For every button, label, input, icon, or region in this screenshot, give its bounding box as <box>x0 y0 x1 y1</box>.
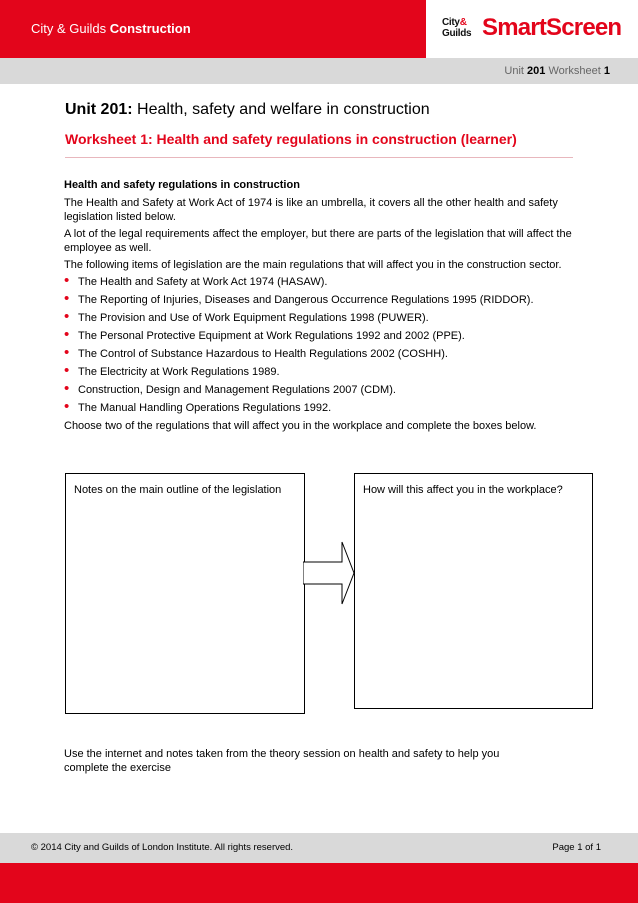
footer-bar <box>0 833 638 863</box>
header-brand-bold: Construction <box>109 21 191 36</box>
list-item <box>64 290 574 307</box>
header-bar <box>0 0 638 58</box>
logo-amp: & <box>459 17 467 28</box>
footer-red-band <box>0 863 638 903</box>
list-item-text: The Provision and Use of Work Equipment Regulations 1998 (PUWER). <box>78 312 429 324</box>
notes-box-label: Notes on the main outline of the legislation <box>74 484 282 496</box>
instruction-text: Choose two of the regulations that will affect you in the workplace and complete the boxes below. <box>64 420 537 432</box>
exercise-note: Use the internet and notes taken from the theory session on health and safety to help you complete the exercise <box>64 748 500 774</box>
list-item <box>64 344 574 361</box>
right-arrow-icon <box>303 541 355 605</box>
bullet-icon: • <box>64 398 70 415</box>
list-item-text: The Control of Substance Hazardous to Health Regulations 2002 (COSHH). <box>78 348 448 360</box>
bullet-icon: • <box>64 272 70 289</box>
worksheet-title: Worksheet 1: Health and safety regulations in construction (learner) <box>65 131 517 147</box>
tag-worksheet-num: 1 <box>603 65 610 77</box>
header-brand-prefix: City & Guilds <box>31 21 107 36</box>
intro-paragraph: The Health and Safety at Work Act of 1974 is like an umbrella, it covers all the other health and safety legislation listed below. <box>64 197 558 223</box>
workplace-effect-box[interactable] <box>354 473 593 709</box>
list-item-text: The Electricity at Work Regulations 1989. <box>78 366 280 378</box>
unit-text: Health, safety and welfare in construction <box>137 101 430 118</box>
list-item <box>64 326 574 343</box>
header-brand <box>31 21 191 36</box>
list-item <box>64 362 574 379</box>
logo <box>426 0 638 58</box>
tag-unit-num: 201 <box>527 65 546 77</box>
logo-city: City <box>442 17 460 28</box>
smartscreen-logo-text: SmartScreen <box>482 14 622 41</box>
copyright-text: © 2014 City and Guilds of London Institute. All rights reserved. <box>31 842 294 853</box>
bullet-icon: • <box>64 308 70 325</box>
bullet-icon: • <box>64 326 70 343</box>
list-item-text: Construction, Design and Management Regulations 2007 (CDM). <box>78 384 396 396</box>
tag-worksheet-word: Worksheet <box>548 65 601 77</box>
unit-band <box>0 58 638 84</box>
regulations-intro: The following items of legislation are the main regulations that will affect you in the construction sector. <box>64 259 562 271</box>
list-item-text: The Manual Handling Operations Regulations 1992. <box>78 402 332 414</box>
list-item <box>64 398 574 415</box>
workplace-effect-box-label: How will this affect you in the workplace? <box>363 484 563 496</box>
list-item-text: The Reporting of Injuries, Diseases and Dangerous Occurrence Regulations 1995 (RIDDOR). <box>78 294 534 306</box>
list-item-text: The Health and Safety at Work Act 1974 (HASAW). <box>78 276 328 288</box>
list-item <box>64 272 574 289</box>
bullet-icon: • <box>64 290 70 307</box>
logo-guilds: Guilds <box>442 28 472 39</box>
notes-box[interactable] <box>65 473 305 714</box>
city-guilds-logo-mark <box>442 17 476 39</box>
bullet-icon: • <box>64 344 70 361</box>
unit-label: Unit 201: <box>65 101 133 118</box>
list-item <box>64 308 574 325</box>
page-number: Page 1 of 1 <box>552 842 601 853</box>
bullet-icon: • <box>64 380 70 397</box>
list-item <box>64 380 574 397</box>
bullet-icon: • <box>64 362 70 379</box>
title-divider <box>65 157 573 158</box>
tag-unit-word: Unit <box>504 65 524 77</box>
unit-worksheet-tag <box>504 65 610 77</box>
employer-paragraph: A lot of the legal requirements affect the employer, but there are parts of the legislation that will affect the employee as well. <box>64 228 572 254</box>
list-item-text: The Personal Protective Equipment at Work Regulations 1992 and 2002 (PPE). <box>78 330 465 342</box>
worksheet-content <box>64 178 574 436</box>
page-title <box>65 101 430 119</box>
section-heading: Health and safety regulations in construction <box>64 179 300 191</box>
regulations-list <box>64 272 574 415</box>
